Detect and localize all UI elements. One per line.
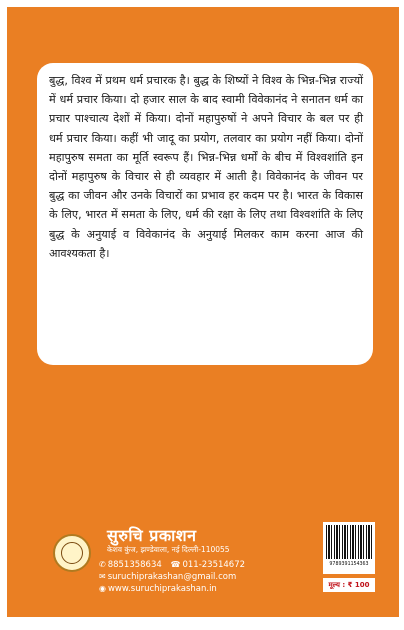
blurb-panel [37,63,373,365]
isbn-number: 9789391154363 [329,561,369,567]
book-back-cover [7,7,399,617]
whatsapp-icon: ✆ [99,560,106,569]
publisher-address: केशव कुंज, झण्डेवाला, नई दिल्ली-110055 [107,545,230,554]
publisher-name: सुरुचि प्रकाशन [107,526,197,545]
phone-number: 8851358634 [107,560,162,570]
website-url: www.suruchiprakashan.in [107,584,217,594]
email-icon: ✉ [99,572,106,581]
email-address: suruchiprakashan@gmail.com [107,572,237,582]
publisher-logo-icon [53,534,91,572]
publisher-footer [53,522,370,612]
landline-number: 011-23514672 [182,560,246,570]
phone-line [99,560,245,570]
website-line [99,584,217,594]
email-line [99,572,236,582]
globe-icon: ◉ [99,584,106,593]
telephone-icon: ☎ [170,560,181,569]
price-label: मूल्य : ₹ 100 [323,578,375,592]
isbn-barcode [323,522,375,574]
barcode-bars [326,525,372,559]
blurb-text: बुद्ध, विश्व में प्रथम धर्म प्रचारक है। बुद्ध के शिष्यों ने विश्व के भिन्न-भिन्न राज्यों में धर्म प्रचार किया। दो हजार साल के बाद स्वामी विवेकानंद ने सनातन धर्म का प्रचार पाश्चात्य देशों में किया। दोनों महापुरुषों ने अपने विचार के बल पर ही धर्म प्रचार किया। कहीं भी जादू का प्रयोग, तलवार का प्रयोग नहीं किया। दोनों महापुरुष समता का मूर्ति स्वरूप हैं। भिन्न-भिन्न धर्मों के बीच में विश्वशांति इन दोनों महापुरुष के विचार से ही व्यवहार में आती है। विवेकानंद के जीवन पर बुद्ध का जीवन और उनके विचारों का प्रभाव हर कदम पर है। भारत के विकास के लिए, भारत में समता के लिए, धर्म की रक्षा के लिए तथा विश्वशांति के लिए बुद्ध के अनुयाई व विवेकानंद के अनुयाई मिलकर काम करना आज की आवश्यकता है। [49,74,363,260]
